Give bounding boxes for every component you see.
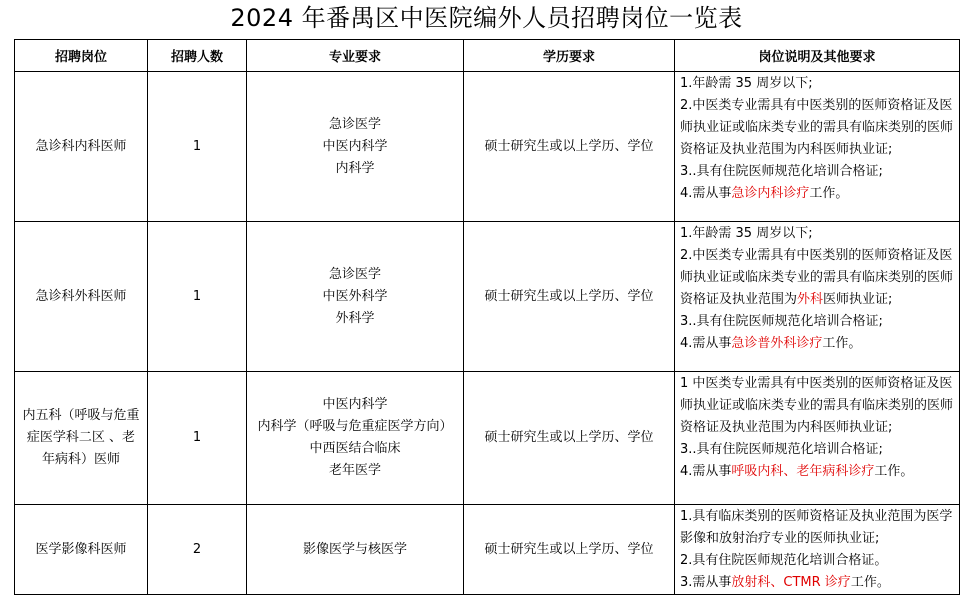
major-item: 急诊医学 [328,116,381,132]
note-item: 2.中医类专业需具有中医类别的医师资格证及医师执业证或临床类专业的需具有临床类别的医师资格证及执业范围为内科医师执业证; [680,98,954,157]
note-item: 1 中医类专业需具有中医类别的医师资格证及医师执业证或临床类专业的需具有临床类别的医师资格证及执业范围为内科医师执业证; [680,376,954,435]
major-cell [247,505,464,595]
highlight-text: 呼吸内科、老年病科诊疗 [731,464,875,479]
note-item: 2.具有住院医师规范化培训合格证。 [680,553,888,568]
education-cell: 硕士研究生或以上学历、学位 [464,372,675,505]
highlight-text: 外科 [797,292,824,307]
note-item [680,183,956,205]
major-cell [247,372,464,505]
header-notes: 岗位说明及其他要求 [675,40,960,72]
notes-cell [675,372,960,505]
notes-cell [675,505,960,595]
position-cell: 医学影像科医师 [15,505,148,595]
major-item: 老年医学 [328,463,381,478]
major-item: 急诊医学 [328,266,381,282]
table-row [15,372,960,505]
education-cell: 硕士研究生或以上学历、学位 [464,505,675,595]
note-text: 工作。 [822,336,862,351]
notes-cell [675,222,960,372]
position-cell: 急诊科内科医师 [15,72,148,222]
major-cell [247,72,464,222]
note-text: 工作。 [874,464,914,479]
notes-cell [675,72,960,222]
note-text: 工作。 [809,186,849,201]
note-text: 4.需从事 [680,336,732,351]
header-count: 招聘人数 [148,40,247,72]
count-cell: 1 [148,222,247,372]
note-item [680,333,956,355]
note-item: 1.年龄需 35 周岁以下; [680,226,813,241]
major-item: 中西医结合临床 [309,441,401,456]
major-item: 内科学（呼吸与危重症医学方向） [257,419,453,434]
table-row [15,505,960,595]
position-cell: 急诊科外科医师 [15,222,148,372]
recruitment-table [14,39,960,595]
highlight-text: 急诊内科诊疗 [731,186,810,201]
major-item: 影像医学与核医学 [302,541,407,557]
major-item: 外科学 [335,310,375,326]
note-item: 1.年龄需 35 周岁以下; [680,76,813,91]
note-item [680,572,956,594]
note-text: 3.需从事 [680,575,732,590]
page-title: 2024 年番禺区中医院编外人员招聘岗位一览表 [230,4,743,32]
highlight-text: 放射科、CTMR 诊疗 [731,575,851,590]
note-text: 2.中医类专业需具有中医类别的医师资格证及医师执业证或临床类专业的需具有临床类别的医师资格证及执业范围为 [680,248,954,307]
note-item: 3..具有住院医师规范化培训合格证; [680,314,883,329]
note-text: 工作。 [850,575,890,590]
major-item: 中医外科学 [322,288,388,304]
major-item: 中医内科学 [322,397,388,412]
note-item [680,245,956,311]
major-item: 内科学 [335,160,375,176]
highlight-text: 急诊普外科诊疗 [731,336,823,351]
education-cell: 硕士研究生或以上学历、学位 [464,222,675,372]
education-cell: 硕士研究生或以上学历、学位 [464,72,675,222]
table-row [15,222,960,372]
note-item [680,461,956,483]
note-item: 1.具有临床类别的医师资格证及执业范围为医学影像和放射治疗专业的医师执业证; [680,509,953,546]
major-cell [247,222,464,372]
position-cell: 内五科（呼吸与危重症医学科二区 、老年病科）医师 [15,372,148,505]
count-cell: 1 [148,372,247,505]
note-item: 3..具有住院医师规范化培训合格证; [680,164,883,179]
table-row [15,72,960,222]
header-education: 学历要求 [464,40,675,72]
major-item: 中医内科学 [322,138,388,154]
header-major: 专业要求 [247,40,464,72]
note-text: 医师执业证; [823,292,893,307]
header-position: 招聘岗位 [15,40,148,72]
note-item: 3..具有住院医师规范化培训合格证; [680,442,883,457]
count-cell: 1 [148,72,247,222]
note-text: 4.需从事 [680,186,732,201]
count-cell: 2 [148,505,247,595]
header-row [15,40,960,72]
note-text: 4.需从事 [680,464,732,479]
